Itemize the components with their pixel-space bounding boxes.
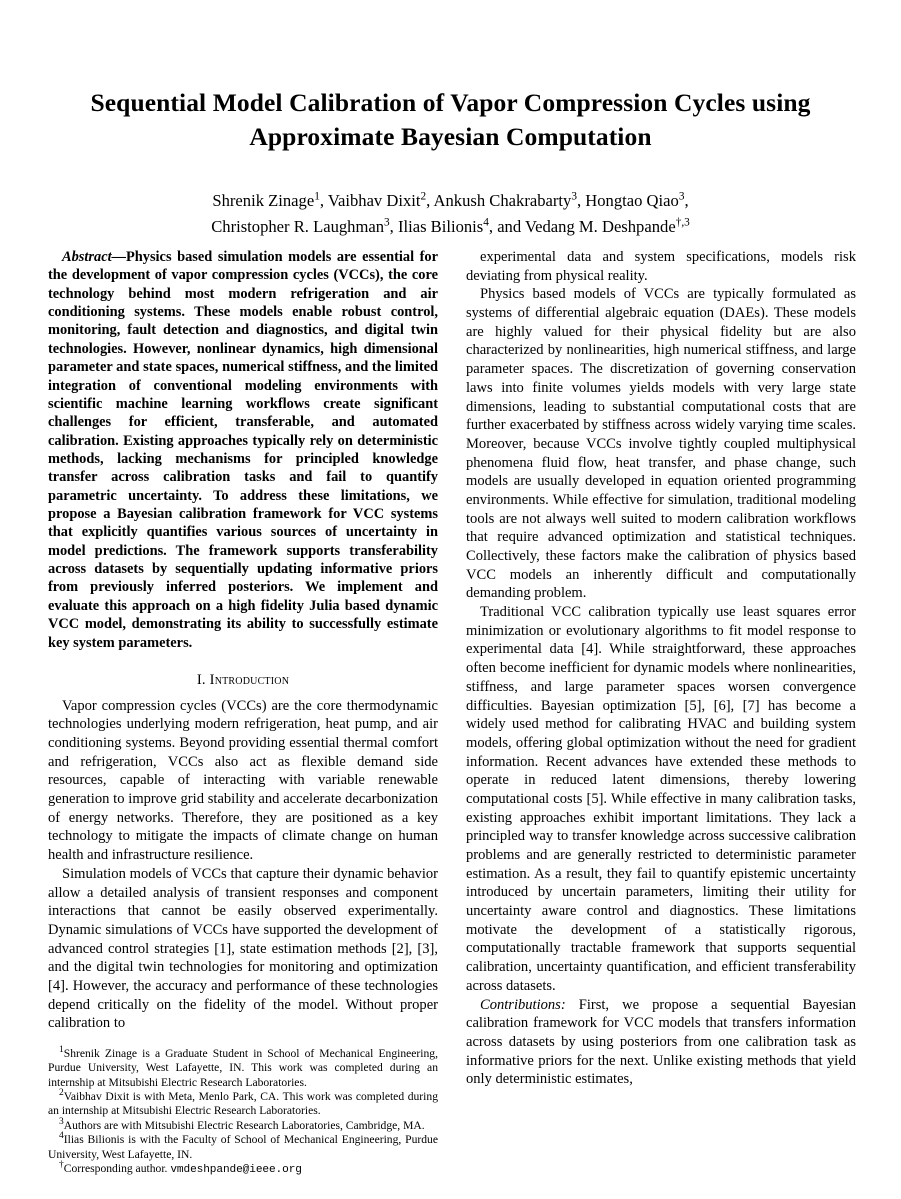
affiliation-marker: 3 <box>384 216 390 228</box>
author-ankush-chakrabarty: , Ankush Chakrabarty <box>426 191 572 211</box>
corresponding-label: Corresponding author. <box>63 1162 168 1176</box>
paragraph: Vapor compression cycles (VCCs) are the core thermodynamic technologies underlying modern refrigeration, heat pump, and air conditioning systems. Beyond providing essential thermal comfort and refrigeration, VCCs also act as flexible demand side resources, capable of interacting with variable renewable generation to improve grid stability and accelerate decarbonization of energy networks. Therefore, they are positioned as a key technology to mitigate the impacts of climate change on human health and infrastructure resilience. <box>48 697 438 864</box>
contributions-text: First, we propose a sequential Bayesian calibration framework for VCC models that transfers information across datasets by using posteriors from one calibration task as informative priors for the next. Unlike existing methods that yield only deterministic estimates, <box>466 996 856 1088</box>
affiliation-marker: 1 <box>314 190 320 203</box>
body-columns <box>48 248 856 1178</box>
affiliation-marker: 4 <box>483 216 489 228</box>
affiliation-marker: †,3 <box>675 216 690 228</box>
footnote-text: Shrenik Zinage is a Graduate Student in School of Mechanical Engineering, Purdue University, West Lafayette, IN. This work was completed during an internship at Mitsubishi Electric Research Laboratories. <box>48 1046 438 1089</box>
abstract-text: Physics based simulation models are essential for the development of vapor compression cycles (VCCs), the core technology behind most modern refrigeration and air conditioning systems. These models enable robust control, monitoring, fault detection and diagnostics, and digital twin technologies. However, nonlinear dynamics, high dimensional parameter and state spaces, numerical stiffness, and the limited integration of conventional modeling environments with scientific machine learning workflows create significant challenges for efficient, transferable, and automated calibration. Existing approaches typically rely on deterministic methods, lacking mechanisms for principled knowledge transfer across calibration tasks and fail to quantify parametric uncertainty. To address these limitations, we propose a Bayesian calibration framework for VCC systems that explicitly quantifies various sources of uncertainty in model predictions. The framework supports transferability across datasets by sequentially updating informative priors from previously inferred posteriors. We implement and evaluate this approach on a high fidelity Julia based dynamic VCC model, demonstrating its ability to successfully estimate key system parameters. <box>48 249 438 651</box>
paragraph: Simulation models of VCCs that capture their dynamic behavior allow a detailed analysis of transient responses and component interactions that cannot be easily observed experimentally. Dynamic simulations of VCCs have supported the development of advanced control strategies [1], state estimation methods [2], [3], and the digital twin technologies for monitoring and optimization [4]. However, the accuracy and performance of these technologies depend critically on the fidelity of the model. Without proper calibration to <box>48 865 438 1032</box>
footnote-marker: 2 <box>59 1088 64 1099</box>
author-line-1 <box>80 188 821 213</box>
corresponding-email-link[interactable]: vmdeshpande@ieee.org <box>170 1164 302 1177</box>
author-line-1-terminator: , <box>684 191 689 211</box>
page-title: Sequential Model Calibration of Vapor Compression Cycles using Approximate Bayesian Computation <box>90 88 811 151</box>
footnote-marker: 1 <box>59 1044 64 1055</box>
abstract-label: Abstract— <box>62 249 126 265</box>
author-shrenik-zinage: Shrenik Zinage <box>212 191 315 211</box>
author-vaibhav-dixit: , Vaibhav Dixit <box>319 191 421 211</box>
footnote-item <box>48 1044 438 1090</box>
author-line-2 <box>80 214 821 239</box>
author-ilias-bilionis: , Ilias Bilionis <box>389 216 484 236</box>
footnote-item <box>48 1090 438 1119</box>
abstract-paragraph <box>48 248 438 652</box>
right-column <box>466 248 856 1178</box>
dagger-marker: † <box>59 1160 64 1171</box>
author-hongtao-qiao: , Hongtao Qiao <box>576 191 679 211</box>
footnote-text: Ilias Bilionis is with the Faculty of School of Mechanical Engineering, Purdue University, West Lafayette, IN. <box>48 1133 438 1161</box>
affiliation-marker: 2 <box>420 190 427 203</box>
footnotes-block <box>48 1044 438 1178</box>
footnote-marker: 4 <box>59 1131 64 1142</box>
section-heading-introduction <box>48 671 438 690</box>
affiliation-marker: 3 <box>678 190 685 203</box>
footnote-corresponding-author <box>48 1162 438 1178</box>
affiliation-marker: 3 <box>571 190 577 203</box>
footnote-text: Authors are with Mitsubishi Electric Research Laboratories, Cambridge, MA. <box>63 1118 425 1132</box>
right-column-content <box>466 248 856 1089</box>
footnote-text: Vaibhav Dixit is with Meta, Menlo Park, CA. This work was completed during an internship at Mitsubishi Electric Research Laboratories. <box>48 1090 438 1118</box>
author-list <box>80 188 821 238</box>
section-numeral: I. <box>196 671 206 688</box>
contributions-paragraph <box>466 996 856 1089</box>
paragraph: Physics based models of VCCs are typically formulated as systems of differential algebraic equation (DAEs). These models are highly valued for their physical fidelity but are also characterized by nonlinearities, high numerical stiffness, and large parameter spaces. The discretization of governing conservation laws into finite volumes yields models with very large state dimensions, leading to substantial computational costs that are further exacerbated by stiffness across widely varying time scales. Moreover, because VCCs involve tightly coupled multiphysical phenomena fluid flow, heat transfer, and phase change, such models are usually developed in equation oriented programming environments. While effective for simulation, traditional modeling tools are not always well suited to modern calibration workflows that require advanced optimization and statistical techniques. Collectively, these factors make the calibration of physics based VCC models an inherently difficult and computationally demanding problem. <box>466 286 856 602</box>
paragraph: Traditional VCC calibration typically use least squares error minimization or evolutionary algorithms to fit model response to experimental data [4]. While straightforward, these approaches often become inefficient for dynamic models where nonlinearities, stiffness, and large parameter spaces worsen convergence difficulties. Bayesian optimization [5], [6], [7] has become a widely used method for calibrating HVAC and building system models, offering global optimization without the need for gradient information. Recent advances have extended these methods to operate in reduced latent dimensions, thereby lowering computational costs [5]. While effective in many calibration tasks, existing approaches exhibit important limitations. They lack a principled way to transfer knowledge across successive calibration problems and are generally restricted to deterministic parameter estimation. As a result, they fail to quantify epistemic uncertainty introduced by uncertain parameters, limiting their utility for uncertainty aware control and diagnostics. These limitations motivate the development of a statistically rigorous, computationally tractable framework that supports sequential calibration, uncertainty quantification, and efficient transferability across datasets. <box>466 604 856 994</box>
paragraph: experimental data and system specifications, models risk deviating from physical reality. <box>466 249 856 284</box>
section-title: Introduction <box>209 671 290 688</box>
footnote-item <box>48 1119 438 1133</box>
contributions-label: Contributions: <box>480 996 566 1013</box>
author-christopher-laughman: Christopher R. Laughman <box>211 216 385 236</box>
footnote-item <box>48 1133 438 1162</box>
footnote-marker: 3 <box>59 1117 64 1128</box>
author-vedang-deshpande: , and Vedang M. Deshpande <box>488 216 676 236</box>
left-column <box>48 248 438 1178</box>
left-column-content <box>48 248 438 1033</box>
title-block <box>0 0 901 239</box>
